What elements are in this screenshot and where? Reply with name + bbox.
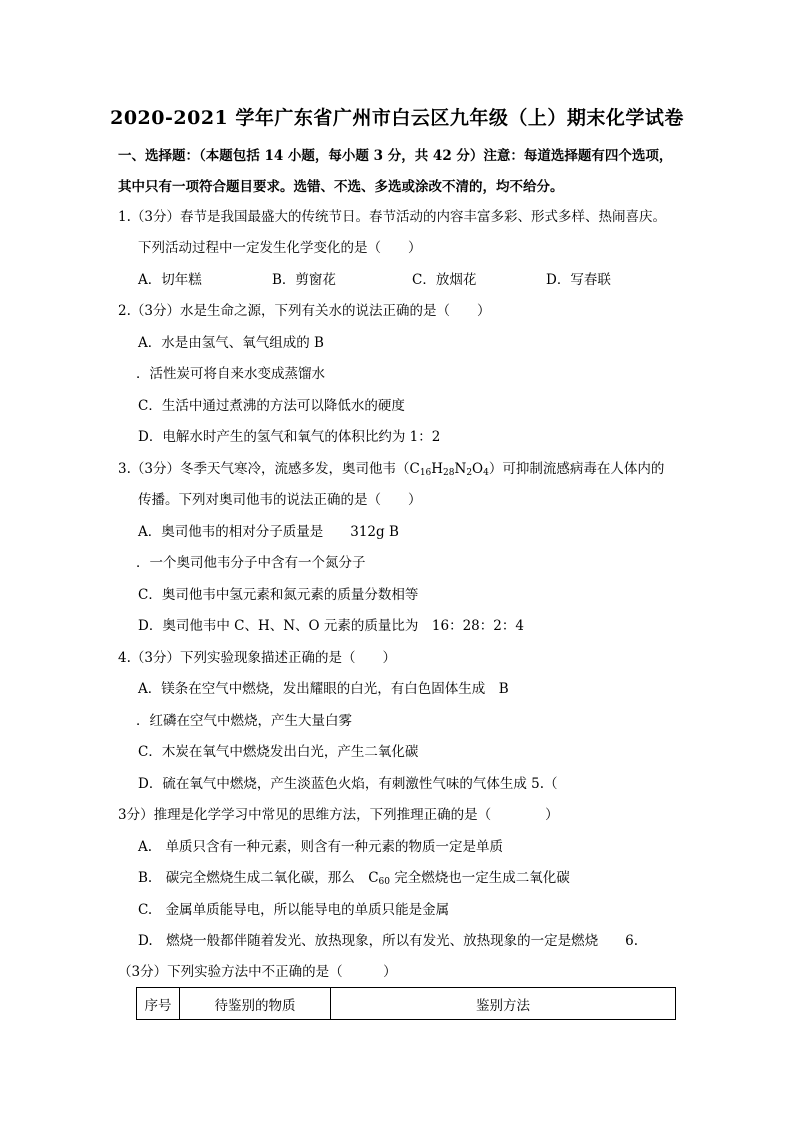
q1-stem-line2: 下列活动过程中一定发生化学变化的是（ ） (138, 240, 422, 256)
q3-option-a: A．奥司他韦的相对分子质量是 312g B (138, 524, 399, 540)
table-header-method: 鉴别方法 (331, 988, 676, 1020)
q2-option-d: D．电解水时产生的氢气和氧气的体积比约为 1：2 (138, 429, 441, 445)
q6-stem: （3分）下列实验方法中不正确的是（ ） (118, 964, 397, 980)
q1-option-c: C．放烟花 (412, 272, 477, 288)
q3-stem-part2: ）可抑制流感病毒在人体内的 (488, 461, 665, 477)
q3-option-d: D．奥司他韦中 C、H、N、O 元素的质量比为 16：28：2：4 (138, 618, 524, 634)
q3-stem-line1 (118, 460, 664, 482)
exam-title: 2020-2021 学年广东省广州市白云区九年级（上）期末化学试卷 (110, 107, 684, 129)
q1-option-d: D．写春联 (546, 272, 611, 288)
table-header-index: 序号 (137, 988, 180, 1020)
q5-option-c: C. 金属单质能导电，所以能导电的单质只能是金属 (138, 902, 450, 918)
q5-stem: 3分）推理是化学学习中常见的思维方法，下列推理正确的是（ ） (118, 807, 559, 823)
q3-sub-2: 2 (466, 468, 473, 478)
q2-stem: 2.（3分）水是生命之源，下列有关水的说法正确的是（ ） (118, 303, 491, 319)
table-header-substances: 待鉴别的物质 (180, 988, 331, 1020)
q4-stem: 4.（3分）下列实验现象描述正确的是（ ） (118, 650, 396, 666)
q5-option-d: D. 燃烧一般都伴随着发光、放热现象，所以有发光、放热现象的一定是燃烧 6. (138, 933, 639, 949)
q1-option-a: A．切年糕 (138, 272, 202, 288)
q5-sub-60: 60 (378, 877, 390, 887)
q2-option-b: ．活性炭可将自来水变成蒸馏水 (136, 366, 325, 382)
q3-sub-4: 4 (483, 468, 489, 478)
q5-option-b (138, 869, 570, 891)
q4-option-b: ．红磷在空气中燃烧，产生大量白雾 (136, 713, 352, 729)
q3-stem-part1: 3.（3分）冬季天气寒冷，流感多发，奥司他韦（C (118, 461, 420, 477)
q3-option-c: C．奥司他韦中氢元素和氮元素的质量分数相等 (138, 587, 419, 603)
table-header-row (137, 988, 676, 1020)
q4-option-a: A．镁条在空气中燃烧，发出耀眼的白光，有白色固体生成 B (138, 681, 509, 697)
section-instructions-line1: 一、选择题：（本题包括 14 小题，每小题 3 分，共 42 分）注意：每道选择题有四个选项， (118, 148, 673, 164)
q6-table (136, 987, 676, 1020)
section-instructions-line2: 其中只有一项符合题目要求。选错、不选、多选或涂改不清的，均不给分。 (118, 179, 564, 195)
q5-option-b-part1: B. 碳完全燃烧生成二氧化碳，那么 C (138, 870, 379, 886)
q1-option-b: B．剪窗花 (272, 272, 336, 288)
q2-option-a: A．水是由氢气、氧气组成的 B (138, 335, 324, 351)
q3-option-b: ．一个奥司他韦分子中含有一个氮分子 (136, 555, 366, 571)
q2-option-c: C．生活中通过煮沸的方法可以降低水的硬度 (138, 398, 405, 414)
q1-stem-line1: 1.（3分）春节是我国最盛大的传统节日。春节活动的内容丰富多彩、形式多样、热闹喜庆。 (118, 209, 666, 225)
q4-option-c: C．木炭在氧气中燃烧发出白光，产生二氧化碳 (138, 744, 419, 760)
q3-h: H (431, 461, 444, 477)
q5-option-a: A. 单质只含有一种元素，则含有一种元素的物质一定是单质 (138, 839, 504, 855)
q3-o: O (472, 461, 484, 477)
q3-stem-line2: 传播。下列对奥司他韦的说法正确的是（ ） (138, 492, 422, 508)
q3-sub-28: 28 (443, 468, 455, 478)
q5-option-b-part2: 完全燃烧也一定生成二氧化碳 (390, 870, 570, 886)
q3-sub-16: 16 (419, 468, 432, 478)
q3-n: N (454, 461, 467, 477)
q4-option-d: D．硫在氧气中燃烧，产生淡蓝色火焰，有刺激性气味的气体生成 5.（ (138, 776, 558, 792)
